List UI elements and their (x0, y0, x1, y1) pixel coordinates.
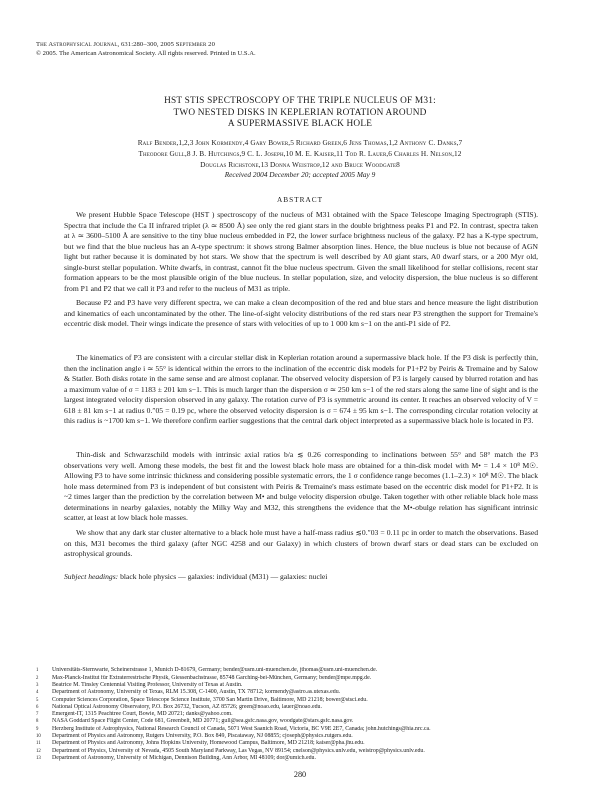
footnote-number: 1 (36, 668, 39, 674)
footnote (36, 711, 566, 718)
footnote-number: 4 (36, 690, 39, 696)
footnote-number: 11 (36, 741, 41, 747)
footnote-text: Department of Astronomy, University of Texas, RLM 15.308, C-1400, Austin, TX 78712; kormendy@astro.as.utexas.edu. (52, 689, 341, 696)
abstract-paragraph-5: We show that any dark star cluster alternative to a black hole must have a half-mass radius ≲0.″03 = 0.11 pc in order to match the observations. Based on this, M31 becomes the third galaxy (after NGC 4258 and our Galaxy) in which clusters of brown dwarf stars or dead stars can be excluded on astrophysical grounds. (64, 528, 538, 559)
abstract-paragraph-1: We present Hubble Space Telescope (HST ) spectroscopy of the nucleus of M31 obtained with the Space Telescope Imaging Spectrograph (STIS). Spectra that include the Ca II infrared triplet (λ ≃ 8500 Å) see only the red giant stars in the double brightness peaks P1 and P2. In contrast, spectra taken at λ ≃ 3600–5100 Å are sensitive to the tiny blue nucleus embedded in P2, the lower surface brightness nucleus of the galaxy. P2 has a K-type spectrum, but we find that the blue nucleus has an A-type spectrum: it shows strong Balmer absorption lines. Hence, the blue nucleus is blue not because of AGN light but rather because it is dominated by hot stars. We show that the spectrum is well described by A0 giant stars, A0 dwarf stars, or a 200 Myr old, single-burst stellar population. White dwarfs, in contrast, cannot fit the blue nucleus spectrum. Given the small likelihood for stellar collisions, recent star formation appears to be the most plausible origin of the blue nucleus. In stellar population, size, and velocity dispersion, the blue nucleus is so different from P1 and P2 that we call it P3 and refer to the nucleus of M31 as triple. (64, 210, 538, 293)
footnote-text: Computer Sciences Corporation, Space Telescope Science Institute, 3700 San Martin Drive, Baltimore, MD 21218; bower@stsci.edu. (52, 696, 368, 703)
author-line-3: Douglas Richstone,13 Donna Weistrop,12 and Bruce Woodgate8 (200, 160, 400, 169)
footnote-number: 2 (36, 675, 39, 681)
abstract-paragraph-2: Because P2 and P3 have very different spectra, we can make a clean decomposition of the red and blue stars and hence measure the light distribution and kinematics of each uncontaminated by the other. The line-of-sight velocity distributions of the red stars near P3 strengthen the support for Tremaine's eccentric disk model. Their wings indicate the presence of stars with velocities of up to 1 000 km s−1 on the anti-P1 side of P2. (64, 298, 538, 329)
footnote-text: Beatrice M. Tinsley Centennial Visiting Professor, University of Texas at Austin. (52, 681, 243, 688)
footnote (36, 726, 566, 733)
footnote-text: NASA Goddard Space Flight Center, Code 681, Greenbelt, MD 20771; gull@sea.gsfc.nasa.gov, woodgate@stars.gsfc.nasa.gov. (52, 718, 354, 725)
title-line-2: TWO NESTED DISKS IN KEPLERIAN ROTATION AROUND (173, 107, 427, 118)
footnote-number: 10 (36, 734, 41, 739)
footnote (36, 697, 566, 704)
title-line-3: A SUPERMASSIVE BLACK HOLE (227, 119, 373, 129)
footnote (36, 704, 566, 711)
footnote (36, 748, 566, 755)
footnote (36, 682, 566, 689)
footnote (36, 733, 566, 740)
subject-headings-list: black hole physics — galaxies: individual (M31) — galaxies: nuclei (120, 572, 328, 581)
footnote-number: 3 (36, 682, 39, 688)
page-number: 280 (293, 770, 307, 779)
footnote (36, 675, 566, 682)
footnote-text: Herzberg Institute of Astrophysics, National Research Council of Canada, 5071 West Saanich Road, Victoria, BC V9E 2E7, Canada; john.hutchings@hia.nrc.ca. (52, 725, 431, 732)
footnote-number: 7 (36, 712, 39, 718)
subject-headings (64, 572, 538, 582)
footnote-text: Department of Physics, University of Nevada, 4505 South Maryland Parkway, Las Vegas, NV 89154; cnelson@physics.unlv.edu, weistrop@physics.unlv.edu. (52, 747, 425, 754)
author-line-1: Ralf Bender,1,2,3 John Kormendy,4 Gary Bower,5 Richard Green,6 Jens Thomas,1,2 Anthony C. Danks,7 (137, 138, 463, 147)
footnote-number: 6 (36, 704, 39, 710)
footnote-number: 12 (36, 748, 41, 754)
footnote (36, 718, 566, 725)
footnote (36, 689, 566, 696)
abstract-paragraph-4: Thin-disk and Schwarzschild models with intrinsic axial ratios b/a ≲ 0.26 corresponding to inclinations between 55° and 58° match the P3 observations very well. Among these models, the best fit and the lowest black hole mass are obtained for a thin-disk model with M• = 1.4 × 10⁸ M☉. Allowing P3 to have some intrinsic thickness and considering possible systematic errors, the 1 σ confidence range becomes (1.1–2.3) × 10⁸ M☉. The black hole mass determined from P3 is independent of but consistent with Peiris & Tremaine's mass estimate based on the eccentric disk model for P1+P2. It is ~2 times larger than the prediction by the correlation between M• and bulge velocity dispersion σbulge. Taken together with other reliable black hole mass determinations in nearby galaxies, notably the Milky Way and M32, this strengthens the evidence that the M•-σbulge relation has significant intrinsic scatter, at least at low black hole masses. (64, 450, 538, 523)
subject-headings-label: Subject headings: (64, 572, 119, 581)
author-line-2: Theodore Gull,8 J. B. Hutchings,9 C. L. Joseph,10 M. E. Kaiser,11 Tod R. Lauer,6 Charles H. Nelson,12 (138, 149, 462, 158)
footnote (36, 755, 566, 762)
title-line-1: HST STIS SPECTROSCOPY OF THE TRIPLE NUCLEUS OF M31: (164, 96, 436, 106)
footnote-text: National Optical Astronomy Observatory, P.O. Box 26732, Tucson, AZ 85726; green@noao.edu, lauer@noao.edu. (52, 703, 322, 710)
footnote-text: Emergent-IT, 1315 Peachtree Court, Bowie, MD 20721; danks@yahoo.com. (52, 711, 233, 718)
footnote-text: Department of Astronomy, University of Michigan, Dennison Building, Ann Arbor, MI 48109; dor@umich.edu. (52, 754, 316, 761)
footnote-text: Universitäts-Sternwarte, Scheinerstrasse 1, Munich D-81679, Germany; bender@usm.uni-muenchen.de, jthomas@usm.uni-muenchen.de. (52, 667, 378, 674)
footnote-number: 5 (36, 697, 39, 703)
footnote-number: 9 (36, 726, 39, 732)
footnote-number: 8 (36, 719, 39, 725)
footnote-text: Max-Planck-Institut für Extraterrestrische Physik, Giessenbachstrasse, 85748 Garching-bei-München, Germany; bender@mpe.mpg.de. (52, 674, 372, 681)
footnote (36, 740, 566, 747)
abstract-heading: ABSTRACT (276, 195, 324, 204)
received-dates: Received 2004 December 20; accepted 2005 May 9 (224, 170, 376, 179)
footnote-text: Department of Physics and Astronomy, Rutgers University, P.O. Box 849, Piscataway, NJ 08855; cjoseph@physics.rutgers.edu. (52, 733, 353, 739)
footnote-number: 13 (36, 755, 41, 761)
footnote (36, 667, 566, 674)
footnote-text: Department of Physics and Astronomy, Johns Hopkins University, Homewood Campus, Baltimore, MD 21218; kaiser@pha.jhu.edu. (52, 740, 365, 747)
copyright-line: © 2005. The American Astronomical Society. All rights reserved. Printed in U.S.A. (36, 50, 256, 57)
journal-header: The Astrophysical Journal, 631:280–300, 2005 September 20 (36, 41, 215, 48)
abstract-paragraph-3: The kinematics of P3 are consistent with a circular stellar disk in Keplerian rotation around a supermassive black hole. If the P3 disk is perfectly thin, then the inclination angle i ≃ 55° is identical within the errors to the inclination of the eccentric disk models for P1+P2 by Peiris & Tremaine and by Salow & Statler. Both disks rotate in the same sense and are almost coplanar. The observed velocity dispersion of P3 is largely caused by blurred rotation and has a maximum value of σ = 1183 ± 201 km s−1. This is much larger than the dispersion σ ≃ 250 km s−1 of the red stars along the same line of sight and is the largest integrated velocity dispersion observed in any galaxy. The rotation curve of P3 is symmetric around its center. It reaches an observed velocity of V = 618 ± 81 km s−1 at radius 0.″05 = 0.19 pc, where the observed velocity dispersion is σ = 674 ± 95 km s−1. The corresponding circular rotation velocity at this radius is ~1700 km s−1. We therefore confirm earlier suggestions that the central dark object interpreted as a supermassive black hole is located in P3. (64, 353, 538, 426)
